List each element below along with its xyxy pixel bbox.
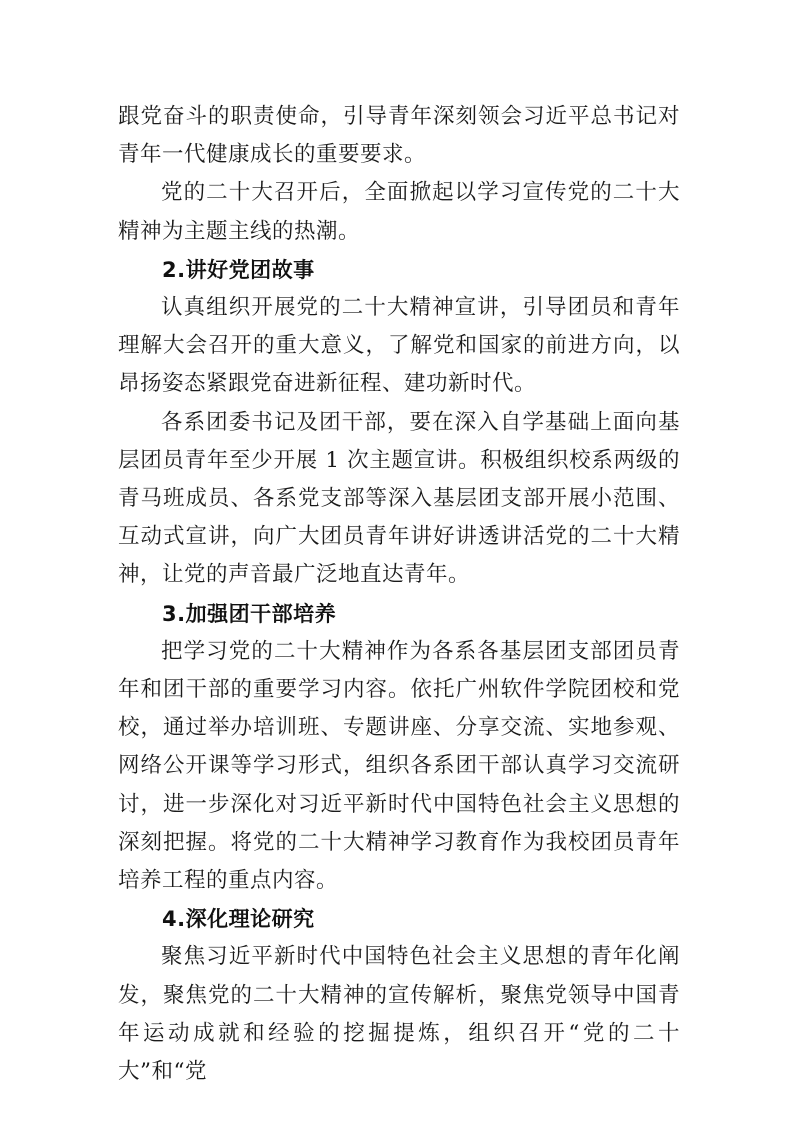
paragraph: 把学习党的二十大精神作为各系各基层团支部团员青年和团干部的重要学习内容。依托广州软件学院团校和党校，通过举办培训班、专题讲座、分享交流、实地参观、网络公开课等学习形式，组织各系团干部认真学习交流研讨，进一步深化对习近平新时代中国特色社会主义思想的深刻把握。将党的二十大精神学习教育作为我校团员青年培养工程的重点内容。 — [118, 638, 680, 894]
paragraph: 认真组织开展党的二十大精神宣讲，引导团员和青年理解大会召开的重大意义，了解党和国家的前进方向，以昂扬姿态紧跟党奋进新征程、建功新时代。 — [118, 295, 680, 397]
section-heading: 3.加强团干部培养 — [162, 601, 337, 626]
paragraph: 各系团委书记及团干部，要在深入自学基础上面向基层团员青年至少开展 1 次主题宣讲。积极组织校系两级的青马班成员、各系党支部等深入基层团支部开展小范围、互动式宣讲，向广大团员青年讲好讲透讲活党的二十大精神，让党的声音最广泛地直达青年。 — [118, 409, 680, 588]
paragraph: 党的二十大召开后，全面掀起以学习宣传党的二十大精神为主题主线的热潮。 — [118, 180, 680, 244]
section-heading: 2.讲好党团故事 — [162, 257, 315, 282]
document-body — [118, 98, 680, 1091]
paragraph: 聚焦习近平新时代中国特色社会主义思想的青年化阐发，聚焦党的二十大精神的宣传解析，聚焦党领导中国青年运动成就和经验的挖掘提炼，组织召开“党的二十大”和“党 — [118, 944, 680, 1085]
paragraph: 跟党奋斗的职责使命，引导青年深刻领会习近平总书记对青年一代健康成长的重要要求。 — [118, 104, 680, 168]
section-heading: 4.深化理论研究 — [162, 907, 315, 932]
